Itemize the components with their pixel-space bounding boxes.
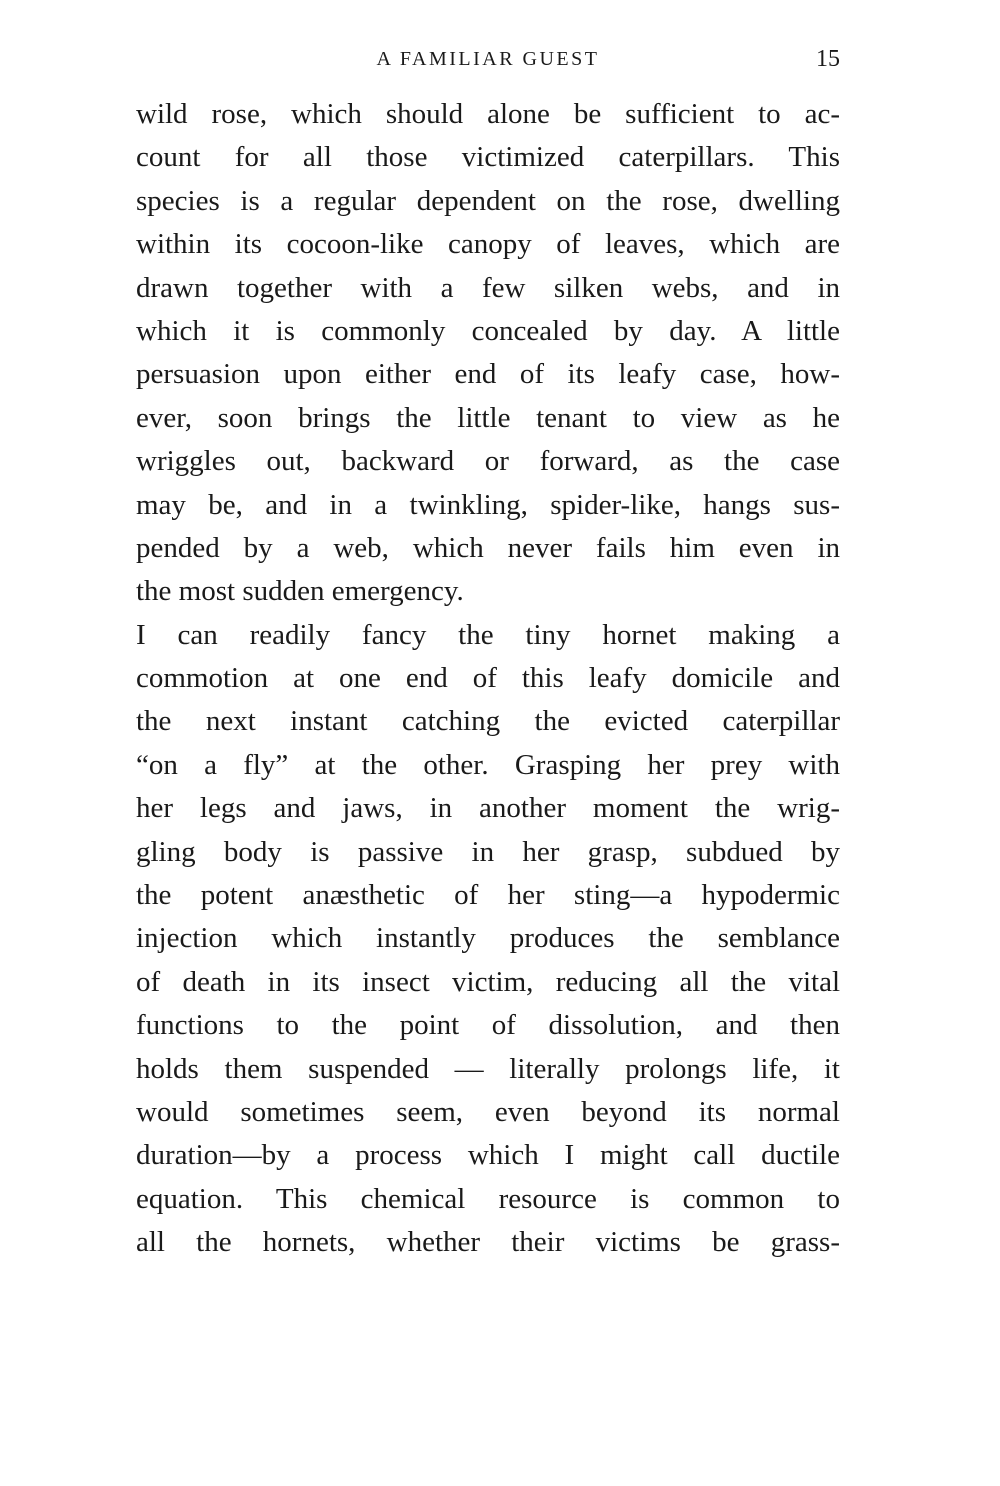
text-line: wriggles out, backward or forward, as the case (136, 445, 840, 478)
running-head (136, 44, 840, 74)
body-text (136, 93, 840, 1265)
text-line: I can readily fancy the tiny hornet making a (136, 618, 840, 651)
text-line: commotion at one end of this leafy domicile and (136, 662, 840, 695)
text-line: pended by a web, which never fails him even in (136, 531, 840, 564)
text-line: all the hornets, whether their victims be grass- (136, 1226, 840, 1259)
text-line: species is a regular dependent on the rose, dwelling (136, 184, 840, 217)
text-line: duration—by a process which I might call ductile (136, 1139, 840, 1172)
page-number: 15 (816, 46, 840, 72)
text-line: injection which instantly produces the semblance (136, 922, 840, 955)
text-line: the most sudden emergency. (136, 575, 464, 608)
text-line: gling body is passive in her grasp, subdued by (136, 835, 840, 868)
text-line: persuasion upon either end of its leafy case, how- (136, 358, 840, 391)
text-line: functions to the point of dissolution, and then (136, 1009, 840, 1042)
text-line: the potent anæsthetic of her sting—a hypodermic (136, 879, 840, 912)
text-line: equation. This chemical resource is common to (136, 1182, 840, 1215)
text-line: the next instant catching the evicted caterpillar (136, 705, 840, 738)
text-line: of death in its insect victim, reducing all the vital (136, 965, 840, 998)
text-line: which it is commonly concealed by day. A little (136, 314, 840, 347)
text-line: count for all those victimized caterpillars. This (136, 141, 840, 174)
text-line: may be, and in a twinkling, spider-like, hangs sus- (136, 488, 840, 521)
text-line: her legs and jaws, in another moment the wrig- (136, 792, 840, 825)
text-line: ever, soon brings the little tenant to view as he (136, 401, 840, 434)
running-title: A FAMILIAR GUEST (376, 48, 600, 70)
text-line: wild rose, which should alone be sufficient to ac- (136, 98, 840, 130)
text-line: within its cocoon-like canopy of leaves, which are (136, 228, 840, 261)
text-line: would sometimes seem, even beyond its normal (136, 1095, 840, 1128)
text-line: drawn together with a few silken webs, and in (136, 271, 840, 304)
paragraph-2 (136, 614, 840, 1265)
text-line: holds them suspended — literally prolongs life, it (136, 1052, 840, 1085)
text-line: “on a fly” at the other. Grasping her prey with (136, 748, 840, 781)
paragraph-1 (136, 93, 840, 614)
